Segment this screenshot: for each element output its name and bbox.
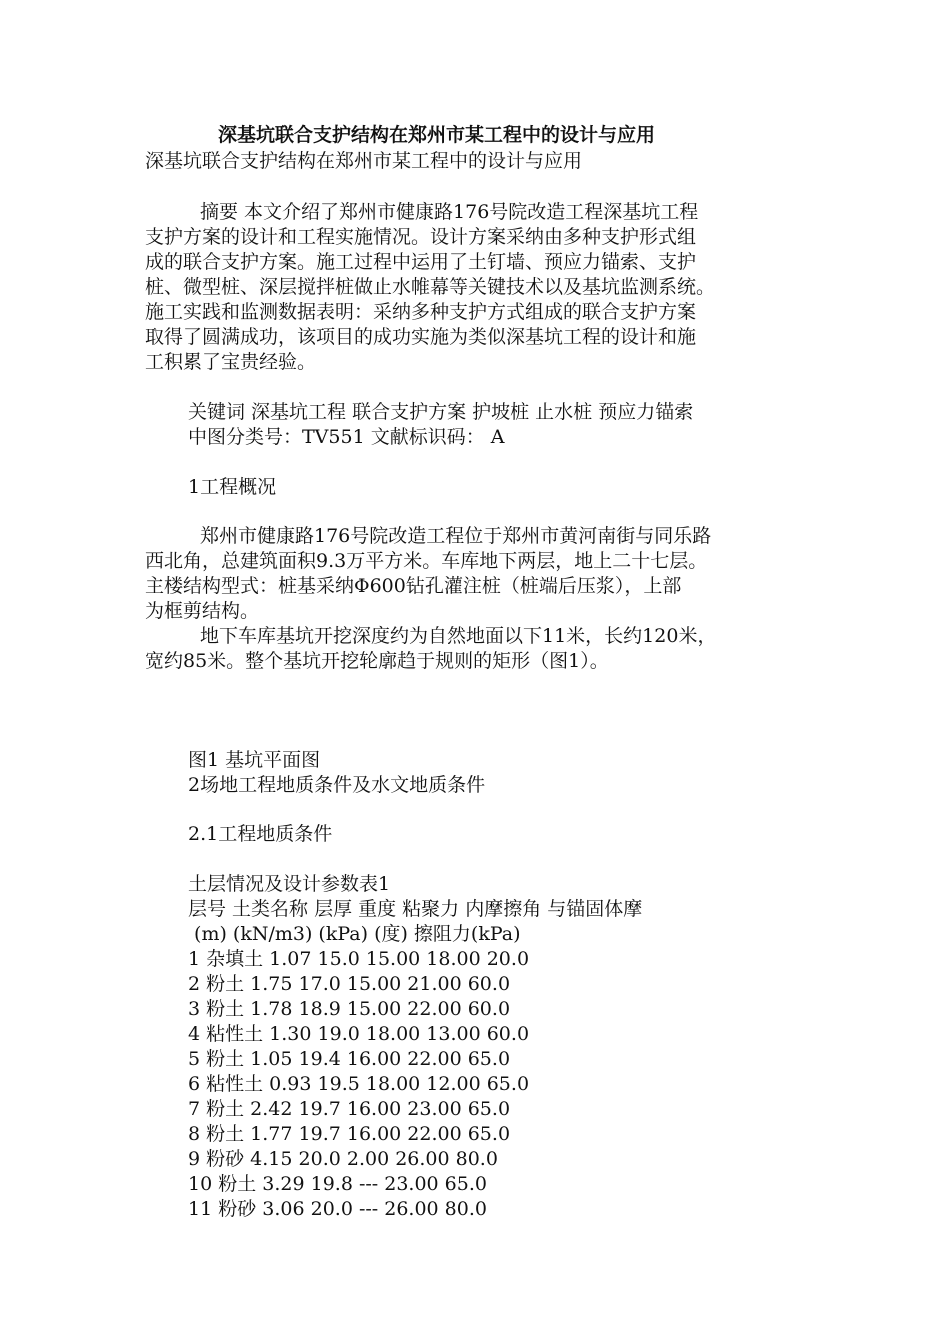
table-header: 层号 土类名称 层厚 重度 粘聚力 内摩擦角 与锚固体摩 xyxy=(188,898,643,920)
table-row: 1 杂填土 1.07 15.0 15.00 18.00 20.0 xyxy=(188,948,530,970)
table-row: 7 粉土 2.42 19.7 16.00 23.00 65.0 xyxy=(188,1098,511,1120)
table-row: 3 粉土 1.78 18.9 15.00 22.00 60.0 xyxy=(188,998,511,1020)
subsection-heading: 2.1工程地质条件 xyxy=(188,823,333,845)
abstract-line: 工积累了宝贵经验。 xyxy=(145,351,317,373)
figure-caption: 图1 基坑平面图 xyxy=(188,749,321,771)
abstract-line: 摘要 本文介绍了郑州市健康路176号院改造工程深基坑工程 xyxy=(200,201,699,223)
table-row: 4 粘性土 1.30 19.0 18.00 13.00 60.0 xyxy=(188,1023,530,1045)
paragraph-line: 宽约85米。整个基坑开挖轮廓趋于规则的矩形（图1）。 xyxy=(145,650,609,672)
table-row: 10 粉土 3.29 19.8 --- 23.00 65.0 xyxy=(188,1173,487,1195)
abstract-line: 桩、微型桩、深层搅拌桩做止水帷幕等关键技术以及基坑监测系统。 xyxy=(145,276,716,298)
section-heading: 2场地工程地质条件及水文地质条件 xyxy=(188,774,486,796)
section-heading: 1工程概况 xyxy=(188,476,277,498)
paragraph-line: 为框剪结构。 xyxy=(145,600,260,622)
abstract-line: 成的联合支护方案。施工过程中运用了土钉墙、预应力锚索、支护 xyxy=(145,251,697,273)
paragraph-line: 西北角，总建筑面积9.3万平方米。车库地下两层，地上二十七层。 xyxy=(145,550,708,572)
table-row: 11 粉砂 3.06 20.0 --- 26.00 80.0 xyxy=(188,1198,487,1220)
paragraph-line: 地下车库基坑开挖深度约为自然地面以下11米，长约120米， xyxy=(200,625,717,647)
paragraph-line: 主楼结构型式：桩基采纳Φ600钻孔灌注桩（桩端后压浆），上部 xyxy=(145,575,682,597)
table-row: 6 粘性土 0.93 19.5 18.00 12.00 65.0 xyxy=(188,1073,530,1095)
table-header: (m) (kN/m3) (kPa) (度) 擦阻力(kPa) xyxy=(188,923,521,945)
classification: 中图分类号：TV551 文献标识码： A xyxy=(188,426,505,448)
keywords: 关键词 深基坑工程 联合支护方案 护坡桩 止水桩 预应力锚索 xyxy=(188,401,694,423)
abstract-line: 支护方案的设计和工程实施情况。设计方案采纳由多种支护形式组 xyxy=(145,226,697,248)
document-subtitle: 深基坑联合支护结构在郑州市某工程中的设计与应用 xyxy=(145,150,583,172)
table-row: 9 粉砂 4.15 20.0 2.00 26.00 80.0 xyxy=(188,1148,498,1170)
table-row: 8 粉土 1.77 19.7 16.00 22.00 65.0 xyxy=(188,1123,511,1145)
document-title: 深基坑联合支护结构在郑州市某工程中的设计与应用 xyxy=(218,124,656,146)
table-row: 5 粉土 1.05 19.4 16.00 22.00 65.0 xyxy=(188,1048,511,1070)
paragraph-line: 郑州市健康路176号院改造工程位于郑州市黄河南街与同乐路 xyxy=(200,525,712,547)
table-caption: 土层情况及设计参数表1 xyxy=(188,873,391,895)
abstract-line: 取得了圆满成功，该项目的成功实施为类似深基坑工程的设计和施 xyxy=(145,326,697,348)
abstract-line: 施工实践和监测数据表明：采纳多种支护方式组成的联合支护方案 xyxy=(145,301,697,323)
table-row: 2 粉土 1.75 17.0 15.00 21.00 60.0 xyxy=(188,973,511,995)
